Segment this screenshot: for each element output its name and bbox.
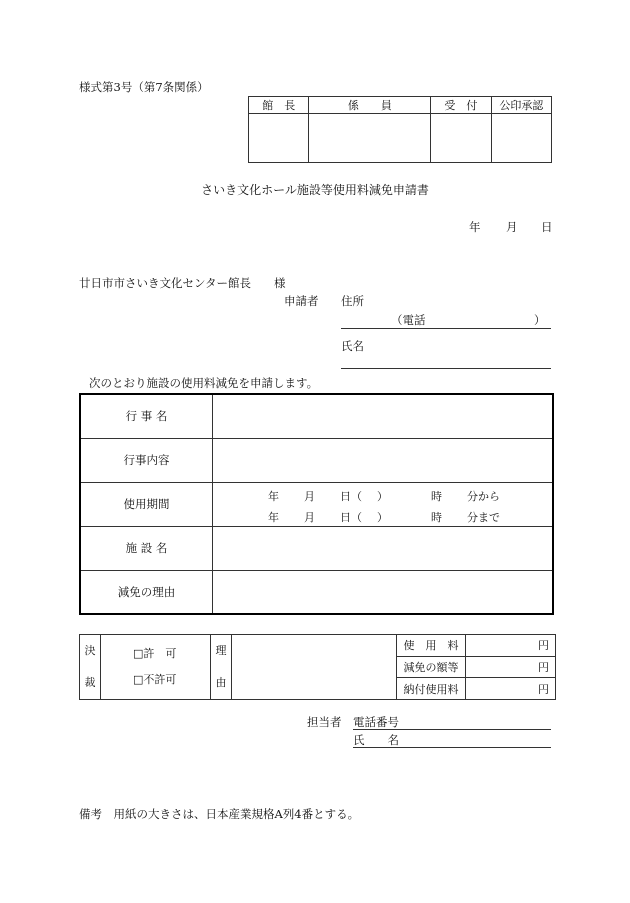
facility-name-label: 施 設 名 — [80, 526, 213, 570]
decision-table — [79, 634, 556, 700]
approval-header-seal: 公印承認 — [491, 97, 551, 114]
decision-label: 決 裁 — [80, 635, 101, 700]
date-month-label: 月 — [506, 220, 518, 234]
event-name-label: 行 事 名 — [80, 394, 213, 438]
table-row — [80, 526, 553, 570]
staff-name-underline — [353, 747, 551, 748]
approval-stamp-director — [249, 114, 309, 163]
period-from-line: 年 月 日（ ） 時 分から — [268, 489, 500, 503]
name-label: 氏名 — [341, 339, 364, 353]
applicant-label: 申請者 — [284, 294, 319, 308]
decision-options — [101, 635, 211, 700]
date-year-label: 年 — [469, 220, 481, 234]
staff-label: 担当者 — [307, 715, 342, 729]
usage-period-field[interactable] — [213, 482, 554, 526]
approval-stamp-reception — [431, 114, 491, 163]
form-title: さいき文化ホール施設等使用料減免申請書 — [201, 183, 429, 197]
footnote: 備考 用紙の大きさは、日本産業規格A列4番とする。 — [79, 807, 360, 821]
approval-table — [248, 96, 552, 163]
reduction-amount-field[interactable]: 円 — [466, 656, 556, 678]
deny-checkbox[interactable]: □不許可 — [133, 673, 177, 686]
reduction-reason-label: 減免の理由 — [80, 570, 213, 614]
address-underline — [341, 328, 551, 329]
period-to-line: 年 月 日（ ） 時 分まで — [268, 510, 500, 524]
approval-header-reception: 受 付 — [431, 97, 491, 114]
name-underline — [341, 368, 551, 369]
payable-fee-label: 納付使用料 — [397, 678, 466, 700]
phone-label: （電話 — [391, 313, 426, 327]
permit-checkbox[interactable]: □許 可 — [133, 647, 177, 660]
form-number: 様式第3号（第7条関係） — [79, 80, 209, 94]
phone-close: ） — [534, 313, 546, 327]
reason-label: 理 由 — [211, 635, 232, 700]
payable-fee-field[interactable]: 円 — [466, 678, 556, 700]
event-content-field[interactable] — [213, 438, 554, 482]
address-label: 住所 — [341, 294, 364, 308]
table-row — [80, 570, 553, 614]
usage-fee-field[interactable]: 円 — [466, 635, 556, 657]
approval-header-staff: 係 員 — [309, 97, 431, 114]
approval-stamp-seal — [491, 114, 551, 163]
reduction-reason-field[interactable] — [213, 570, 554, 614]
intro-text: 次のとおり施設の使用料減免を申請します。 — [89, 376, 319, 390]
staff-phone-underline — [353, 729, 551, 730]
date-day-label: 日 — [541, 220, 553, 234]
usage-fee-label: 使 用 料 — [397, 635, 466, 657]
approval-header-director: 館 長 — [249, 97, 309, 114]
event-name-field[interactable] — [213, 394, 554, 438]
reduction-amount-label: 減免の額等 — [397, 656, 466, 678]
facility-name-field[interactable] — [213, 526, 554, 570]
reason-field[interactable] — [232, 635, 397, 700]
staff-name-label: 氏 名 — [353, 733, 399, 747]
table-row — [80, 394, 553, 438]
event-content-label: 行事内容 — [80, 438, 213, 482]
addressee: 廿日市市さいき文化センター館長 様 — [79, 276, 286, 290]
usage-period-label: 使用期間 — [80, 482, 213, 526]
table-row — [80, 438, 553, 482]
approval-stamp-staff — [309, 114, 431, 163]
table-row — [80, 482, 553, 526]
staff-phone-label: 電話番号 — [353, 715, 399, 729]
application-table — [79, 393, 554, 615]
